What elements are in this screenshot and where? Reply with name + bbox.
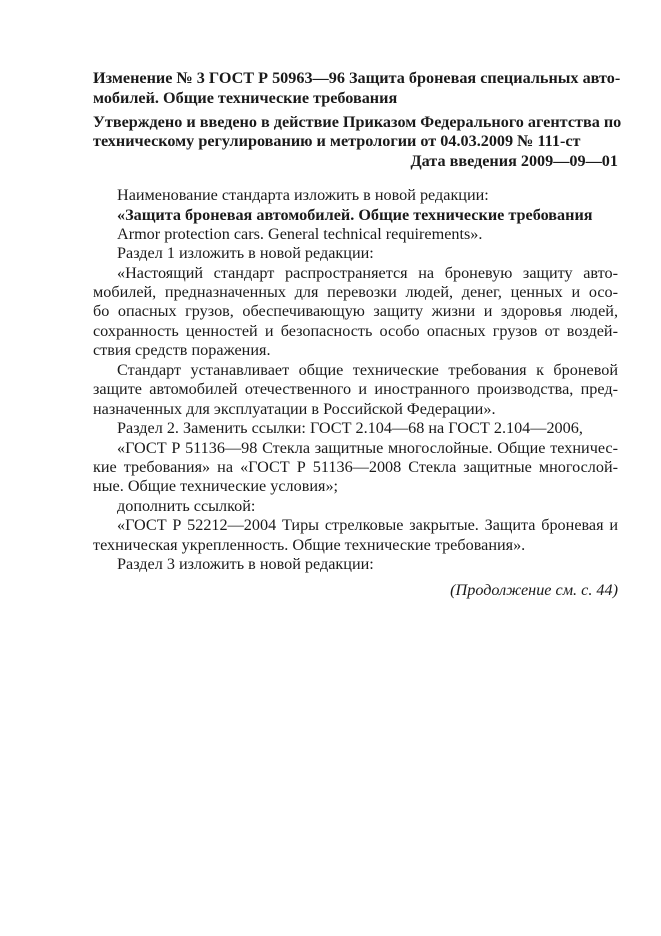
body-line: «Защита броневая автомобилей. Общие технические требования [117, 206, 593, 224]
effective-date: Дата введения 2009—09—01 [410, 152, 618, 170]
body-line: Раздел 1 изложить в новой редакции: [117, 244, 374, 262]
approval-line-1: Утверждено и введено в действие Приказом Федерального агентства по [93, 113, 622, 131]
amendment-title-line-1: Изменение № 3 ГОСТ Р 50963—96 Защита броневая специальных авто- [93, 69, 621, 87]
body-line: «ГОСТ Р 51136—98 Стекла защитные многослойные. Общие техничес- [117, 439, 618, 457]
body-line: ные. Общие технические условия»; [93, 477, 339, 495]
body-line: Наименование стандарта изложить в новой редакции: [117, 186, 489, 204]
amendment-title-line-2: мобилей. Общие технические требования [93, 89, 398, 107]
body-line: Armor protection cars. General technical requirements». [117, 225, 483, 243]
body-line: техническая укрепленность. Общие технические требования». [93, 536, 526, 554]
body-line: «ГОСТ Р 52212—2004 Тиры стрелковые закрытые. Защита броневая и [117, 516, 618, 534]
body-line: мобилей, предназначенных для перевозки людей, денег, ценных и осо- [93, 283, 618, 301]
body-line: защите автомобилей отечественного и иностранного производства, пред- [93, 380, 618, 398]
body-line: Раздел 3 изложить в новой редакции: [117, 555, 374, 573]
body-line: сохранность ценностей и безопасность особо опасных грузов от воздей- [93, 322, 618, 340]
body-line: «Настоящий стандарт распространяется на броневую защиту авто- [117, 264, 618, 282]
approval-line-2: техническому регулированию и метрологии от 04.03.2009 № 111-ст [93, 132, 581, 150]
body-line: ствия средств поражения. [93, 341, 271, 359]
body-line: Раздел 2. Заменить ссылки: ГОСТ 2.104—68 на ГОСТ 2.104—2006, [117, 419, 583, 437]
continuation-note: (Продолжение см. с. 44) [450, 581, 618, 599]
body-line: дополнить ссылкой: [117, 497, 256, 515]
body-line: Стандарт устанавливает общие технические требования к броневой [117, 361, 618, 379]
body-line: назначенных для эксплуатации в Российской Федерации». [93, 400, 496, 418]
body-line: бо опасных грузов, обеспечивающую защиту жизни и здоровья людей, [93, 302, 618, 320]
body-line: кие требования» на «ГОСТ Р 51136—2008 Стекла защитные многослой- [93, 458, 618, 476]
